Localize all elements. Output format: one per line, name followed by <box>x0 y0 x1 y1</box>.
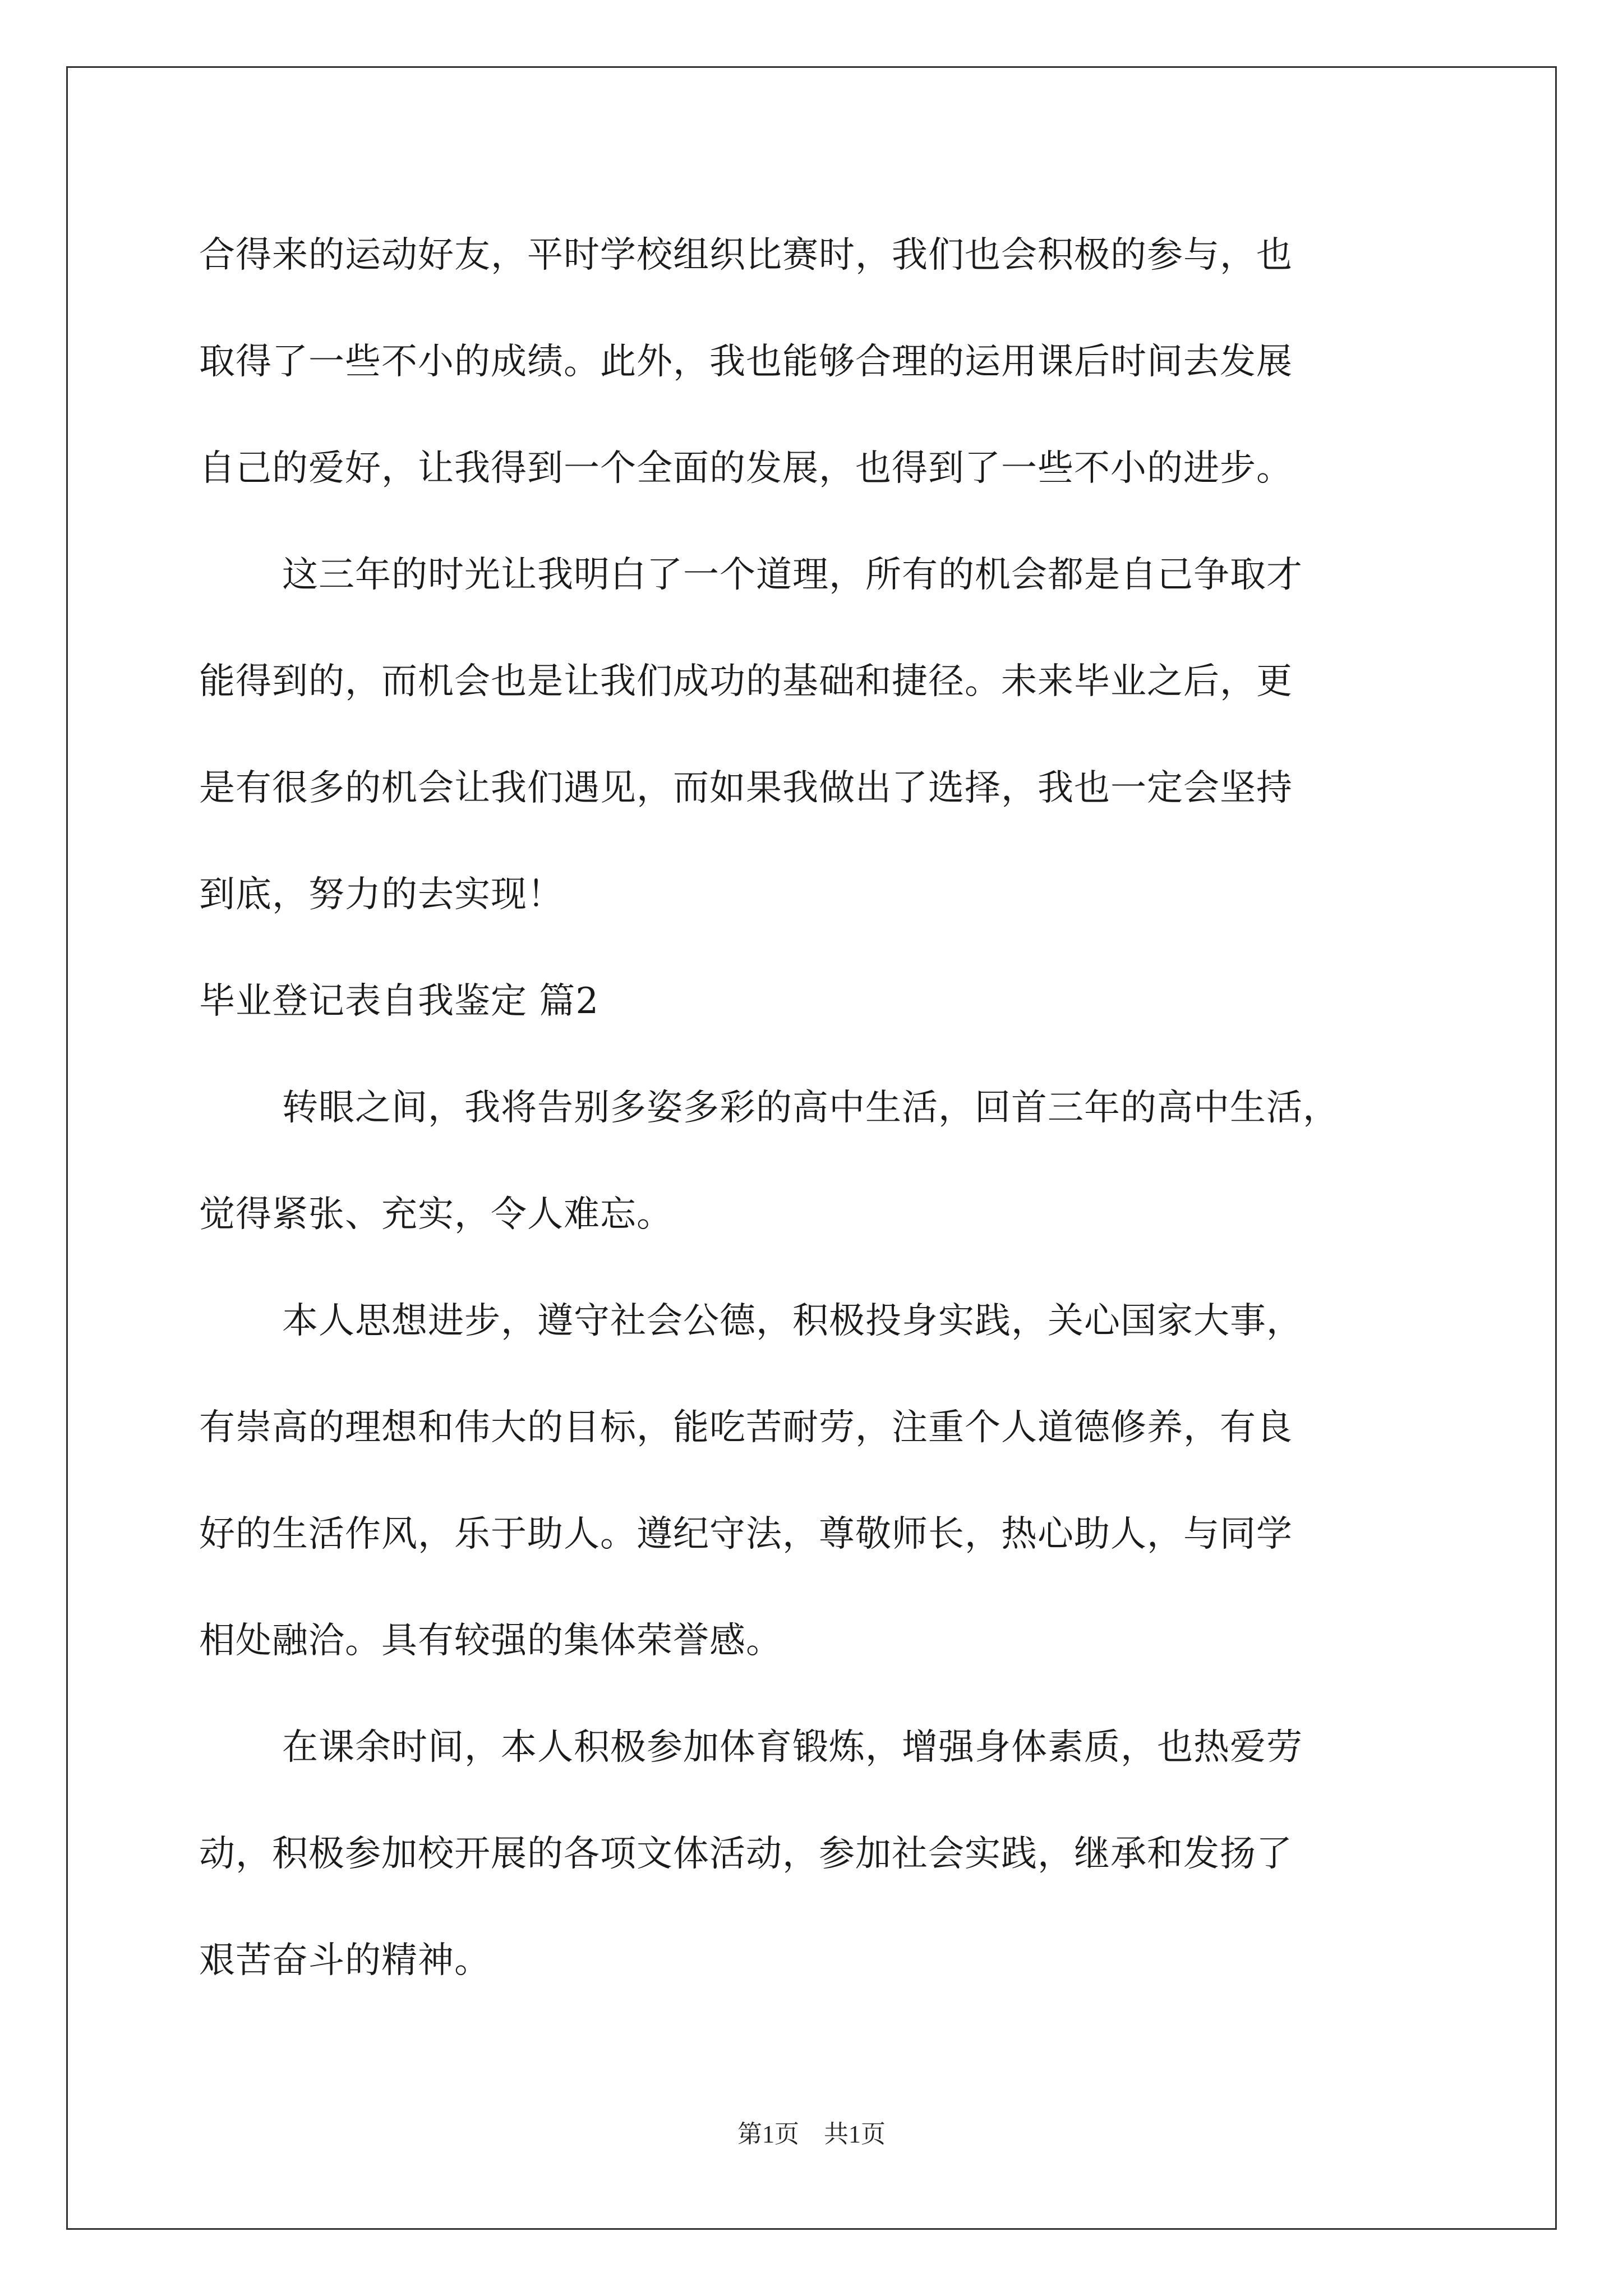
text-line: 是有很多的机会让我们遇见，而如果我做出了选择，我也一定会坚持 <box>199 767 1293 809</box>
text-line: 合得来的运动好友，平时学校组织比赛时，我们也会积极的参与，也 <box>199 234 1293 276</box>
text-line: 转眼之间，我将告别多姿多彩的高中生活，回首三年的高中生活， <box>282 1087 1339 1129</box>
text-line: 艰苦奋斗的精神。 <box>199 1940 491 1981</box>
text-line: 能得到的，而机会也是让我们成功的基础和捷径。未来毕业之后，更 <box>199 661 1293 702</box>
section-heading: 毕业登记表自我鉴定 篇2 <box>199 981 600 1022</box>
text-line: 取得了一些不小的成绩。此外，我也能够合理的运用课后时间去发展 <box>199 341 1293 383</box>
text-line: 觉得紧张、充实，令人难忘。 <box>199 1194 673 1235</box>
text-line: 有崇高的理想和伟大的目标，能吃苦耐劳，注重个人道德修养，有良 <box>199 1407 1293 1448</box>
text-line: 自己的爱好，让我得到一个全面的发展，也得到了一些不小的进步。 <box>199 448 1293 489</box>
text-line: 到底，努力的去实现！ <box>199 874 564 915</box>
text-line: 本人思想进步，遵守社会公德，积极投身实践，关心国家大事， <box>282 1300 1303 1342</box>
text-line: 好的生活作风，乐于助人。遵纪守法，尊敬师长，热心助人，与同学 <box>199 1513 1293 1555</box>
text-line: 动，积极参加校开展的各项文体活动，参加社会实践，继承和发扬了 <box>199 1833 1293 1875</box>
text-line: 这三年的时光让我明白了一个道理，所有的机会都是自己争取才 <box>282 554 1303 596</box>
text-line: 相处融洽。具有较强的集体荣誉感。 <box>199 1620 782 1662</box>
page-footer: 第1页 共1页 <box>737 2120 886 2148</box>
text-line: 在课余时间，本人积极参加体育锻炼，增强身体素质，也热爱劳 <box>282 1727 1303 1768</box>
